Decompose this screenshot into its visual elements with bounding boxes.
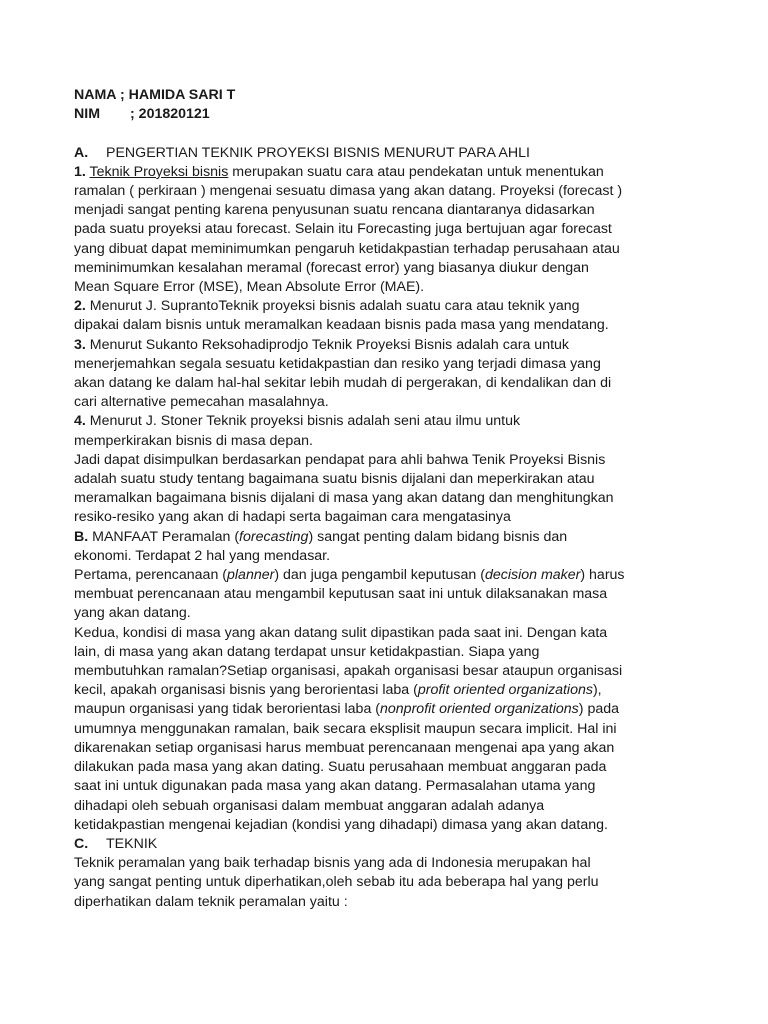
item1-number: 1. xyxy=(74,163,86,180)
item1-line1 xyxy=(74,163,714,182)
student-name: NAMA ; HAMIDA SARI T xyxy=(74,87,236,103)
kedua-line4-italic: profit oriented organizations xyxy=(417,682,593,699)
student-nim xyxy=(74,105,714,124)
pertama-line1 xyxy=(74,566,714,585)
section-b-letter: B. xyxy=(74,528,89,545)
item3-text: Menurut Sukanto Reksohadiprodjo Teknik Proyeksi Bisnis adalah cara untuk xyxy=(85,336,570,353)
kedua-line: ketidakpastian mengenai kejadian (kondisi yang dihadapi) dimasa yang akan datang. xyxy=(74,816,608,833)
conclusion-line: meramalkan bagaimana bisnis dijalani di masa yang akan datang dan menghitungkan xyxy=(74,490,614,507)
kedua-line: dikarenakan setiap organisasi harus membuat perencanaan mengenai apa yang akan xyxy=(74,739,615,756)
nim-label: NIM xyxy=(74,106,101,123)
section-a-heading xyxy=(74,144,714,163)
kedua-line: dihadapi oleh sebuah organisasi dalam membuat anggaran adalah adanya xyxy=(74,797,545,814)
kedua-line5 xyxy=(74,700,714,719)
section-b-intro-post: ) sangat penting dalam bidang bisnis dan xyxy=(308,528,568,545)
section-a-title: PENGERTIAN TEKNIK PROYEKSI BISNIS MENURUT PARA AHLI xyxy=(106,144,530,161)
item2-line1 xyxy=(74,297,714,316)
item1-term: Teknik Proyeksi bisnis xyxy=(89,163,229,180)
section-c-line: yang sangat penting untuk diperhatikan,oleh sebab itu ada beberapa hal yang perlu xyxy=(74,874,599,891)
item4-line: memperkirakan bisnis di masa depan. xyxy=(74,432,313,449)
section-b-heading xyxy=(74,528,714,547)
section-c-line: Teknik peramalan yang baik terhadap bisnis yang ada di Indonesia merupakan hal xyxy=(74,855,591,872)
item2-text: Menurut J. SuprantoTeknik proyeksi bisnis adalah suatu cara atau teknik yang xyxy=(85,298,580,315)
section-c-letter: C. xyxy=(74,835,89,852)
kedua-line: dilakukan pada masa yang akan dating. Suatu perusahaan membuat anggaran pada xyxy=(74,759,607,776)
conclusion-line: Jadi dapat disimpulkan berdasarkan pendapat para ahli bahwa Tenik Proyeksi Bisnis xyxy=(74,451,606,468)
kedua-line4-pre: kecil, apakah organisasi bisnis yang berorientasi laba ( xyxy=(74,682,418,699)
section-c-line: diperhatikan dalam teknik peramalan yaitu : xyxy=(74,893,348,910)
item1-line: yang dibuat dapat meminimumkan pengaruh ketidakpastian terhadap perusahaan atau xyxy=(74,240,620,257)
conclusion-line: adalah suatu study tentang bagaimana suatu bisnis dijalani dan meperkirakan atau xyxy=(74,471,595,488)
kedua-line4 xyxy=(74,681,714,700)
pertama-mid: ) dan juga pengambil keputusan ( xyxy=(274,567,485,584)
kedua-line4-post: ), xyxy=(592,682,602,699)
section-b-intro-italic: forecasting xyxy=(239,528,309,545)
item2-line: dipakai dalam bisnis untuk meramalkan keadaan bisnis pada masa yang mendatang. xyxy=(74,317,609,334)
item4-number: 4. xyxy=(74,413,86,430)
section-c-title: TEKNIK xyxy=(106,835,158,852)
conclusion-line: resiko-resiko yang akan di hadapi serta bagaiman cara mengatasinya xyxy=(74,509,511,526)
item1-line: pada suatu proyeksi atau forecast. Selain itu Forecasting juga bertujuan agar forecast xyxy=(74,221,612,238)
item1-line: ramalan ( perkiraan ) mengenai sesuatu dimasa yang akan datang. Proyeksi (forecast ) xyxy=(74,183,623,199)
document-page xyxy=(74,86,714,912)
section-b-intro-pre: MANFAAT Peramalan ( xyxy=(88,528,240,545)
item3-line: cari alternative pemecahan masalahnya. xyxy=(74,394,329,411)
item4-text: Menurut J. Stoner Teknik proyeksi bisnis adalah seni atau ilmu untuk xyxy=(85,413,521,430)
pertama-pre: Pertama, perencanaan ( xyxy=(74,567,228,584)
item3-line1 xyxy=(74,336,714,355)
item1-line: meminimumkan kesalahan meramal (forecast error) yang biasanya diukur dengan xyxy=(74,259,589,276)
pertama-line: membuat perencanaan atau mengambil keputusan saat ini untuk dilaksanakan masa xyxy=(74,586,608,603)
kedua-line: membutuhkan ramalan?Setiap organisasi, apakah organisasi besar ataupun organisasi xyxy=(74,663,623,680)
item1-text: merupakan suatu cara atau pendekatan untuk menentukan xyxy=(228,163,604,180)
pertama-italic-planner: planner xyxy=(227,567,275,584)
nim-value: ; 201820121 xyxy=(130,106,210,123)
section-b-line: ekonomi. Terdapat 2 hal yang mendasar. xyxy=(74,547,331,564)
section-a-letter: A. xyxy=(74,144,89,161)
section-c-heading xyxy=(74,835,714,854)
kedua-line5-pre: maupun organisasi yang tidak berorientasi laba ( xyxy=(74,701,381,718)
kedua-line: saat ini untuk digunakan pada masa yang akan datang. Permasalahan utama yang xyxy=(74,778,596,795)
item2-number: 2. xyxy=(74,298,86,315)
kedua-line: umumnya menggunakan ramalan, baik secara eksplisit maupun secara implicit. Hal ini xyxy=(74,720,617,737)
item3-number: 3. xyxy=(74,336,86,353)
item3-line: akan datang ke dalam hal-hal sekitar lebih mudah di pergerakan, di kendalikan dan di xyxy=(74,375,612,392)
kedua-line: lain, di masa yang akan datang terdapat unsur ketidakpastian. Siapa yang xyxy=(74,643,540,660)
item3-line: menerjemahkan segala sesuatu ketidakpastian dan resiko yang terjadi dimasa yang xyxy=(74,355,601,372)
spacer xyxy=(74,124,714,143)
kedua-line5-post: ) pada xyxy=(578,701,620,718)
item1-line: Mean Square Error (MSE), Mean Absolute Error (MAE). xyxy=(74,279,425,296)
pertama-post: ) harus xyxy=(580,567,625,584)
item1-line: menjadi sangat penting karena penyusunan suatu rencana diantaranya didasarkan xyxy=(74,202,595,219)
item4-line1 xyxy=(74,412,714,431)
pertama-line: yang akan datang. xyxy=(74,605,191,622)
kedua-line: Kedua, kondisi di masa yang akan datang sulit dipastikan pada saat ini. Dengan kata xyxy=(74,624,608,641)
kedua-line5-italic: nonprofit oriented organizations xyxy=(380,701,579,718)
pertama-italic-decision: decision maker xyxy=(484,567,581,584)
